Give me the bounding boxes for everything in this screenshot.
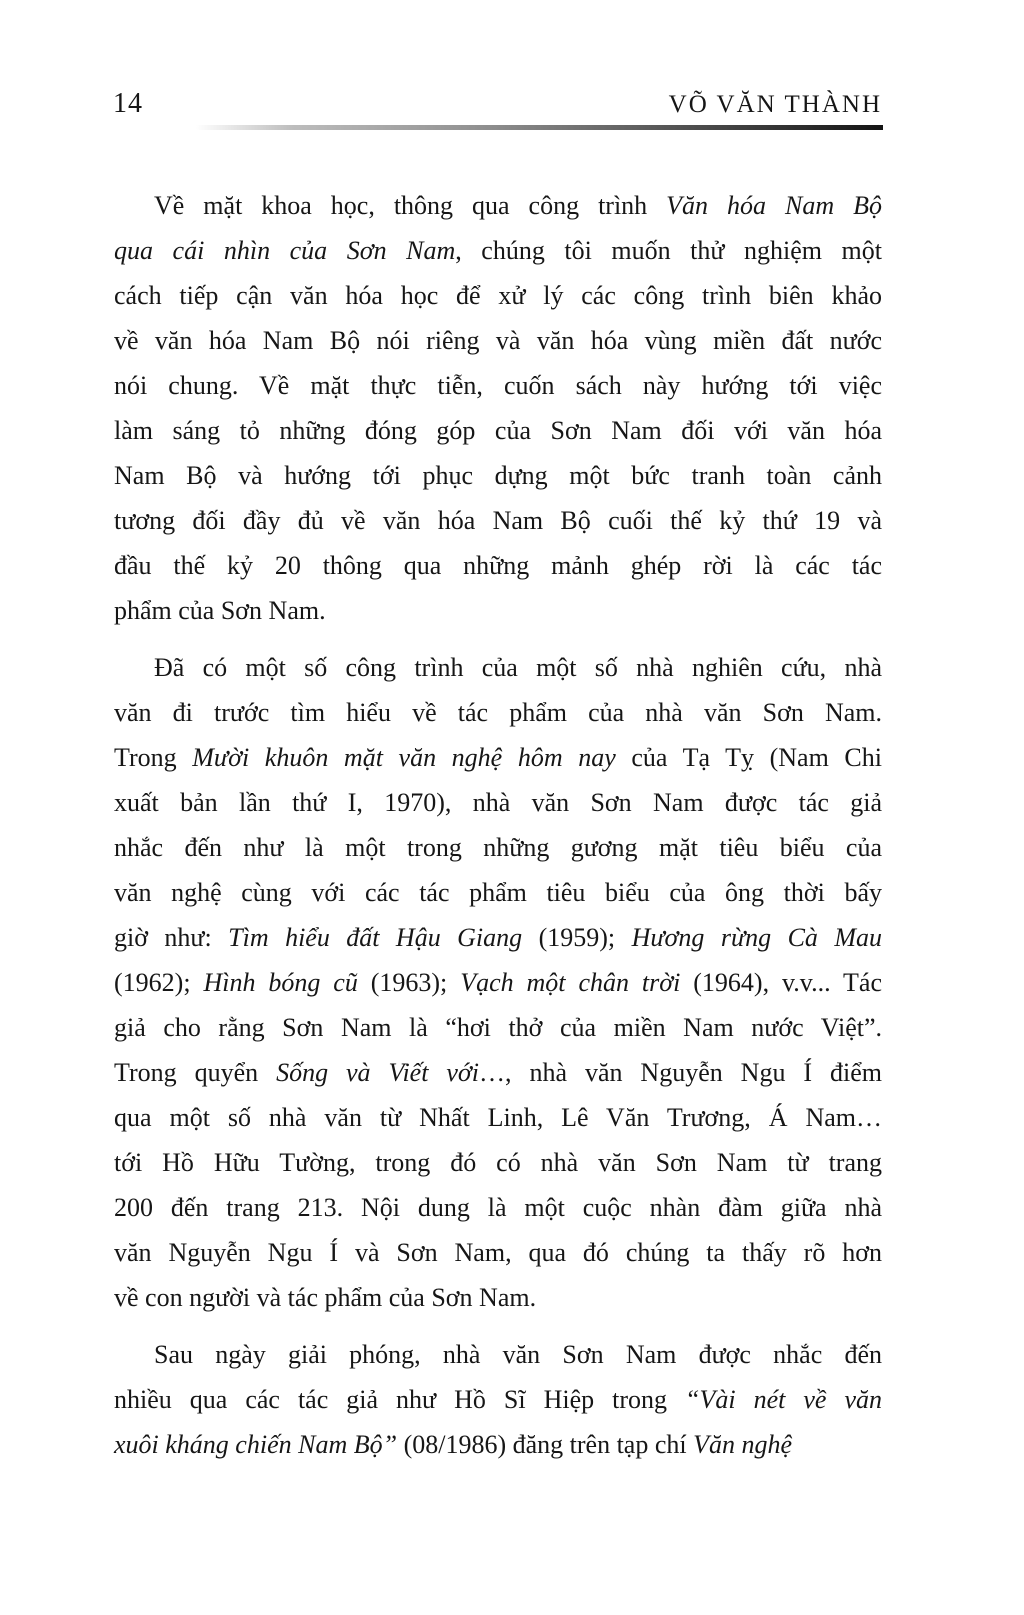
text-line [114, 588, 882, 633]
text-run: Về mặt khoa học, thông qua công trình [154, 191, 667, 220]
text-run: văn đi trước tìm hiểu về tác phẩm của nhà văn Sơn Nam. [114, 698, 882, 727]
text-line [114, 690, 882, 735]
text-run: Đã có một số công trình của một số nhà nghiên cứu, nhà [154, 653, 882, 682]
paragraph [114, 645, 882, 1320]
text-line [114, 318, 882, 363]
text-run: (1962); [114, 968, 204, 997]
text-line [114, 273, 882, 318]
text-line [114, 228, 882, 273]
text-line [114, 1377, 882, 1422]
text-run: nhắc đến như là một trong những gương mặt tiêu biểu của [114, 833, 882, 862]
text-run: phẩm của Sơn Nam. [114, 596, 326, 625]
text-run: văn nghệ cùng với các tác phẩm tiêu biểu của ông thời bấy [114, 878, 882, 907]
text-run: nói chung. Về mặt thực tiễn, cuốn sách này hướng tới việc [114, 371, 882, 400]
text-line [114, 780, 882, 825]
text-run: về văn hóa Nam Bộ nói riêng và văn hóa vùng miền đất nước [114, 326, 882, 355]
text-run: nhiều qua các tác giả như Hồ Sĩ Hiệp trong [114, 1385, 686, 1414]
text-run: Nam Bộ và hướng tới phục dựng một bức tranh toàn cảnh [114, 461, 882, 490]
text-block [114, 183, 882, 1479]
italic-text-run: Tìm hiểu đất Hậu Giang [228, 923, 523, 952]
text-line [114, 1140, 882, 1185]
text-line [114, 645, 882, 690]
text-line [114, 915, 882, 960]
text-line [114, 543, 882, 588]
page-header [113, 88, 882, 120]
italic-text-run: qua cái nhìn của Sơn Nam [114, 236, 456, 265]
text-run: tới Hồ Hữu Tường, trong đó có nhà văn Sơn Nam từ trang [114, 1148, 882, 1177]
italic-text-run: Văn nghệ [693, 1430, 793, 1459]
text-line [114, 1050, 882, 1095]
text-run: làm sáng tỏ những đóng góp của Sơn Nam đối với văn hóa [114, 416, 882, 445]
text-run: xuất bản lần thứ I, 1970), nhà văn Sơn Nam được tác giả [114, 788, 882, 817]
text-run: văn Nguyễn Ngu Í và Sơn Nam, qua đó chúng ta thấy rõ hơn [114, 1238, 882, 1267]
text-line [114, 825, 882, 870]
text-run: Trong quyển [114, 1058, 277, 1087]
text-run: (1964), v.v... Tác [680, 968, 883, 997]
text-run: đầu thế kỷ 20 thông qua những mảnh ghép rời là các tác [114, 551, 882, 580]
italic-text-run: “Vài nét về văn [685, 1385, 882, 1414]
text-run: về con người và tác phẩm của Sơn Nam. [114, 1283, 537, 1312]
paragraph [114, 183, 882, 633]
text-line [114, 408, 882, 453]
text-run: (08/1986) đăng trên tạp chí [397, 1430, 694, 1459]
header-rule [196, 125, 883, 130]
text-line [114, 1275, 882, 1320]
text-run: 200 đến trang 213. Nội dung là một cuộc nhàn đàm giữa nhà [114, 1193, 882, 1222]
text-line [114, 1095, 882, 1140]
running-header-author: VÕ VĂN THÀNH [668, 91, 882, 118]
text-line [114, 1230, 882, 1275]
text-run: , chúng tôi muốn thử nghiệm một [455, 236, 882, 265]
text-run: qua một số nhà văn từ Nhất Linh, Lê Văn Trương, Á Nam… [114, 1103, 882, 1132]
italic-text-run: Vạch một chân trời [460, 968, 681, 997]
italic-text-run: Văn hóa Nam Bộ [666, 191, 883, 220]
text-line [114, 453, 882, 498]
italic-text-run: Hương rừng Cà Mau [631, 923, 882, 952]
italic-text-run: Sống và Viết với [276, 1058, 480, 1087]
text-run: tương đối đầy đủ về văn hóa Nam Bộ cuối thế kỷ thứ 19 và [114, 506, 882, 535]
italic-text-run: Mười khuôn mặt văn nghệ hôm nay [192, 743, 616, 772]
text-line [114, 183, 882, 228]
text-run: cách tiếp cận văn hóa học để xử lý các công trình biên khảo [114, 281, 882, 310]
text-line [114, 363, 882, 408]
text-line [114, 1005, 882, 1050]
text-run: …, nhà văn Nguyễn Ngu Í điểm [479, 1058, 882, 1087]
text-line [114, 1422, 882, 1467]
text-run: Trong [114, 743, 193, 772]
italic-text-run: Hình bóng cũ [203, 968, 358, 997]
text-line [114, 1185, 882, 1230]
page-number: 14 [113, 88, 143, 119]
text-run: Sau ngày giải phóng, nhà văn Sơn Nam được nhắc đến [154, 1340, 882, 1369]
italic-text-run: xuôi kháng chiến Nam Bộ” [114, 1430, 398, 1459]
text-line [114, 870, 882, 915]
text-line [114, 735, 882, 780]
paragraph [114, 1332, 882, 1467]
text-run: của Tạ Tỵ (Nam Chi [615, 743, 882, 772]
text-run: (1963); [357, 968, 461, 997]
text-line [114, 498, 882, 543]
text-line [114, 960, 882, 1005]
text-run: giờ như: [114, 923, 229, 952]
text-run: (1959); [522, 923, 632, 952]
text-run: giả cho rằng Sơn Nam là “hơi thở của miền Nam nước Việt”. [114, 1013, 882, 1042]
text-line [114, 1332, 882, 1377]
